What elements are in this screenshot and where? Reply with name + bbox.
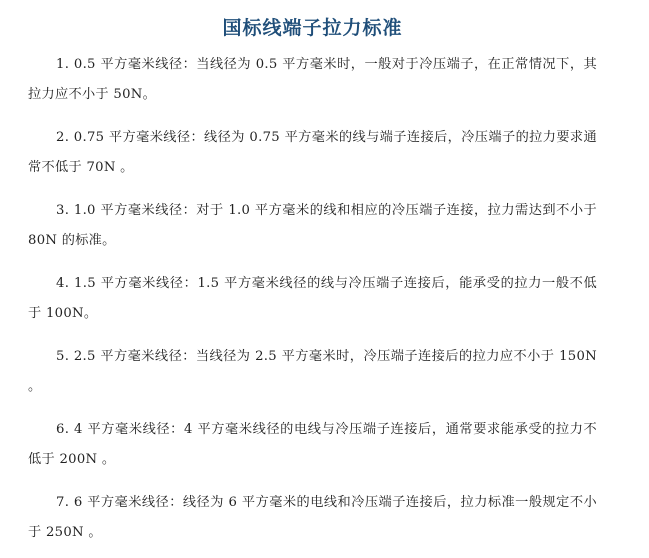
list-item: 1. 0.5 平方毫米线径：当线径为 0.5 平方毫米时，一般对于冷压端子，在正常情况下，其拉力应不小于 50N。 <box>28 57 597 102</box>
list-item: 2. 0.75 平方毫米线径：线径为 0.75 平方毫米的线与端子连接后，冷压端子的拉力要求通常不低于 70N 。 <box>28 130 597 175</box>
document-title: 国标线端子拉力标准 <box>222 17 403 39</box>
standard-list <box>28 50 597 548</box>
list-item: 4. 1.5 平方毫米线径：1.5 平方毫米线径的线与冷压端子连接后，能承受的拉力一般不低于 100N。 <box>28 276 597 321</box>
list-item: 5. 2.5 平方毫米线径：当线径为 2.5 平方毫米时，冷压端子连接后的拉力应不小于 150N 。 <box>28 349 597 394</box>
list-item: 3. 1.0 平方毫米线径：对于 1.0 平方毫米的线和相应的冷压端子连接，拉力需达到不小于 80N 的标准。 <box>28 203 597 248</box>
list-item: 6. 4 平方毫米线径：4 平方毫米线径的电线与冷压端子连接后，通常要求能承受的拉力不低于 200N 。 <box>28 422 597 467</box>
list-item: 7. 6 平方毫米线径：线径为 6 平方毫米的电线和冷压端子连接后，拉力标准一般规定不小于 250N 。 <box>28 495 597 540</box>
